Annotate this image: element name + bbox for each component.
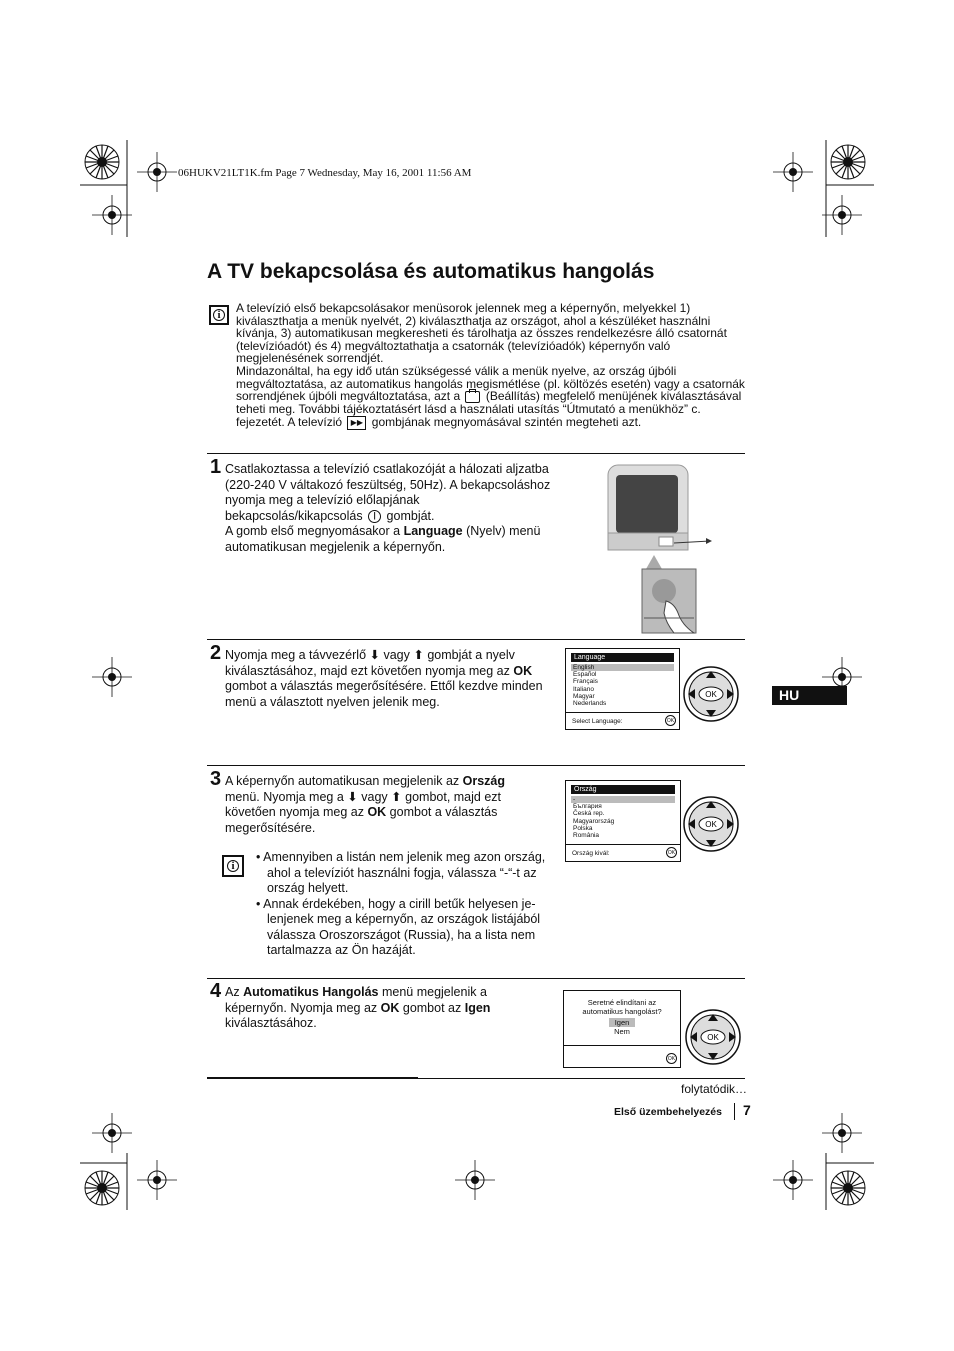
page-number: 7 — [743, 1102, 751, 1118]
note-bullet-1-text: Amennyiben a listán nem jelenik meg azon ország, ahol a televíziót használni fogja, válassza “-“-t az ország helyett. — [263, 850, 546, 895]
info-icon: i — [209, 305, 229, 325]
note-bullet-2-text: Annak érdekében, hogy a cirill betűk helyesen je-lenjenek meg a képernyőn, az országok listájából válassza Oroszországot (Russia), ha a lista nem tartalmazza az Ön hazáját. — [263, 896, 541, 957]
step-4-text — [225, 985, 525, 1032]
arrow-up-icon: ⬆ — [413, 648, 424, 662]
step-2-text — [225, 648, 550, 710]
toolbox-icon — [465, 391, 480, 403]
language-option-5[interactable]: Nederlands — [573, 700, 607, 708]
intro-paragraph-1: A televízió első bekapcsolásakor menüsorok jelennek meg a képernyőn, melyekkel 1) kiválaszthatja a menük nyelvét, 2) kiválaszthatja az országot, ahol a készüléket használni kívánja, 3) automatikusan megkeresheti és tárolhatja az összes rendelkezésre álló csatornát (televízióadót) és 4) megváltoztathatja a csatornák (televízióadók) képernyőn való megjelenésének sorrendjét. — [236, 301, 727, 366]
continued-text: folytatódik… — [681, 1082, 748, 1096]
file-header: 06HUKV21LT1K.fm Page 7 Wednesday, May 16, 2001 11:56 AM — [178, 167, 472, 179]
step-3-notes — [256, 850, 546, 959]
menu-button-icon: ▶▶ — [347, 416, 366, 430]
language-tab-hu: HU — [772, 686, 847, 705]
remote-dpad-1 — [682, 665, 740, 723]
section-name: Első üzembehelyezés — [614, 1106, 722, 1118]
info-icon: i — [222, 855, 244, 877]
language-menu-header: Language — [571, 653, 674, 662]
step-1-line-1b: gombját. — [386, 508, 435, 523]
autotune-question: Seretné elindítani az automatikus hangolást? — [582, 998, 662, 1016]
step-4-a: Az — [225, 985, 244, 999]
intro-p2-part-a: Mindazonáltal, ha egy idő után szükségessé válik a menük nyelve, az ország újbóli megváltoztatása, az automatikus hangolás megismétlése (pl. költözés esetén) vagy a csatornák sorrendjének újbóli megváltoztatása, azt a — [236, 363, 745, 404]
step-3-number: 3 — [210, 768, 222, 790]
country-menu-footer — [566, 844, 680, 861]
step-3-orszag: Ország — [462, 774, 506, 788]
intro-paragraph-2 — [236, 365, 748, 430]
step-4-e: kiválasztásához. — [225, 1016, 317, 1030]
language-option-2[interactable]: Français — [573, 678, 598, 686]
ok-icon: OK — [666, 847, 677, 858]
ok-icon: OK — [666, 1053, 677, 1064]
country-option-1[interactable]: Česká rep. — [573, 810, 605, 818]
step-3-rule — [207, 765, 745, 766]
remote-1-ok-label: OK — [705, 690, 717, 699]
arrow-down-icon: ⬇ — [347, 789, 358, 804]
step-4-ok: OK — [380, 1000, 400, 1015]
arrow-down-icon: ⬇ — [369, 648, 380, 662]
country-option-2[interactable]: Magyarország — [573, 817, 615, 825]
step-3-text — [225, 774, 535, 836]
ok-icon: OK — [665, 715, 676, 726]
step-2-number: 2 — [210, 642, 222, 664]
bottom-rule — [207, 1077, 418, 1079]
language-menu — [565, 648, 680, 730]
step-2-c: gombját a nyelv kiválasztásához, majd ezt követően nyomja meg az — [225, 648, 515, 678]
country-menu — [565, 780, 681, 862]
country-option-0[interactable]: България — [573, 803, 602, 811]
step-4-igen: Igen — [464, 1000, 491, 1015]
country-option-3[interactable]: Polska — [573, 824, 593, 832]
language-option-1[interactable]: Español — [573, 671, 597, 679]
step-2-ok: OK — [513, 663, 533, 678]
step-1-language-label: Language — [403, 524, 463, 538]
arrow-up-icon: ⬆ — [391, 789, 402, 804]
remote-2-ok-label: OK — [705, 820, 717, 829]
remote-dpad-3 — [684, 1008, 742, 1066]
remote-dpad-2 — [682, 795, 740, 853]
bottom-rule-thin — [418, 1078, 745, 1079]
step-4-number: 4 — [210, 980, 222, 1002]
step-3-f: gombot a választás megerősítésére. — [225, 805, 498, 835]
intro-text — [236, 302, 748, 430]
step-4-rule — [207, 978, 745, 979]
footer-divider — [734, 1103, 735, 1120]
intro-p2-part-c: gombjának megnyomásával szintén megteheti azt. — [371, 414, 642, 429]
language-menu-footer — [566, 712, 679, 729]
step-1-line-2c: (Nyelv) menü automatikusan megjelenik a képernyőn. — [225, 524, 541, 554]
power-icon: | — [368, 510, 381, 523]
step-4-d: gombot az — [399, 1000, 465, 1015]
page-title: A TV bekapcsolása és automatikus hangolás — [207, 260, 655, 283]
step-1-text — [225, 462, 555, 555]
country-option-4[interactable]: România — [573, 832, 600, 840]
step-2-a: Nyomja meg a távvezérlő — [225, 648, 367, 662]
step-1-line-2a: A gomb első megnyomásakor a — [225, 524, 404, 538]
step-3-c: menü. Nyomja meg a — [225, 789, 344, 804]
step-3-e: gombot, majd ezt követően nyomja meg az — [225, 789, 502, 819]
autotune-menu — [563, 990, 681, 1068]
country-menu-footer-text: Ország kivál: — [572, 849, 610, 857]
step-1-rule — [207, 453, 745, 454]
note-bullet-2: • Annak érdekében, hogy a cirill betűk helyesen je-lenjenek meg a képernyőn, az országok listájából válassza Oroszországot (Russia), ha a lista nem tartalmazza az Ön hazáját. — [256, 896, 541, 957]
step-1-line-1: Csatlakoztassa a televízió csatlakozóját a hálozati aljzatba (220-240 V váltakozó feszültség, 50Hz). A bekapcsoláshoz nyomja meg a televízió előlapjának bekapcsolás/kikapcsolás — [225, 462, 551, 523]
tv-illustration — [604, 463, 716, 635]
country-option-selected[interactable]: - — [571, 796, 675, 803]
language-option-0[interactable]: English — [571, 664, 674, 671]
step-1-number: 1 — [210, 456, 222, 478]
country-menu-header: Ország — [571, 785, 675, 794]
autotune-menu-footer — [564, 1045, 680, 1067]
language-option-3[interactable]: Italiano — [573, 685, 594, 693]
step-4-c: menü megjelenik a képernyőn. Nyomja meg az — [225, 985, 487, 1015]
intro-p2-part-b: (Beállítás) megfelelő menüjének kiválasztásával teheti meg. További tájékoztatásért lásd a használati utasítás “Útmutató a menükhöz” c. fejezetét. A televízió — [236, 389, 742, 429]
autotune-no-option[interactable]: Nem — [614, 1027, 630, 1036]
language-menu-footer-text: Select Language: — [572, 717, 623, 725]
step-3-ok: OK — [367, 805, 387, 819]
step-2-b: vagy — [383, 648, 410, 662]
step-2-d: gombot a választás megerősítésére. Ettől kezdve minden menü a választott nyelven jelenik meg. — [225, 679, 543, 709]
note-bullet-1: • Amennyiben a listán nem jelenik meg azon ország, ahol a televíziót használni fogja, válassza “-“-t az ország helyett. — [256, 850, 546, 895]
step-3-d: vagy — [361, 789, 388, 804]
step-4-automatikus-hangolas: Automatikus Hangolás — [243, 985, 379, 999]
remote-3-ok-label: OK — [707, 1033, 719, 1042]
autotune-yes-option[interactable]: Igen — [609, 1018, 636, 1027]
language-option-4[interactable]: Magyar — [573, 692, 595, 700]
step-2-rule — [207, 639, 745, 640]
step-3-a: A képernyőn automatikusan megjelenik az — [225, 774, 463, 788]
